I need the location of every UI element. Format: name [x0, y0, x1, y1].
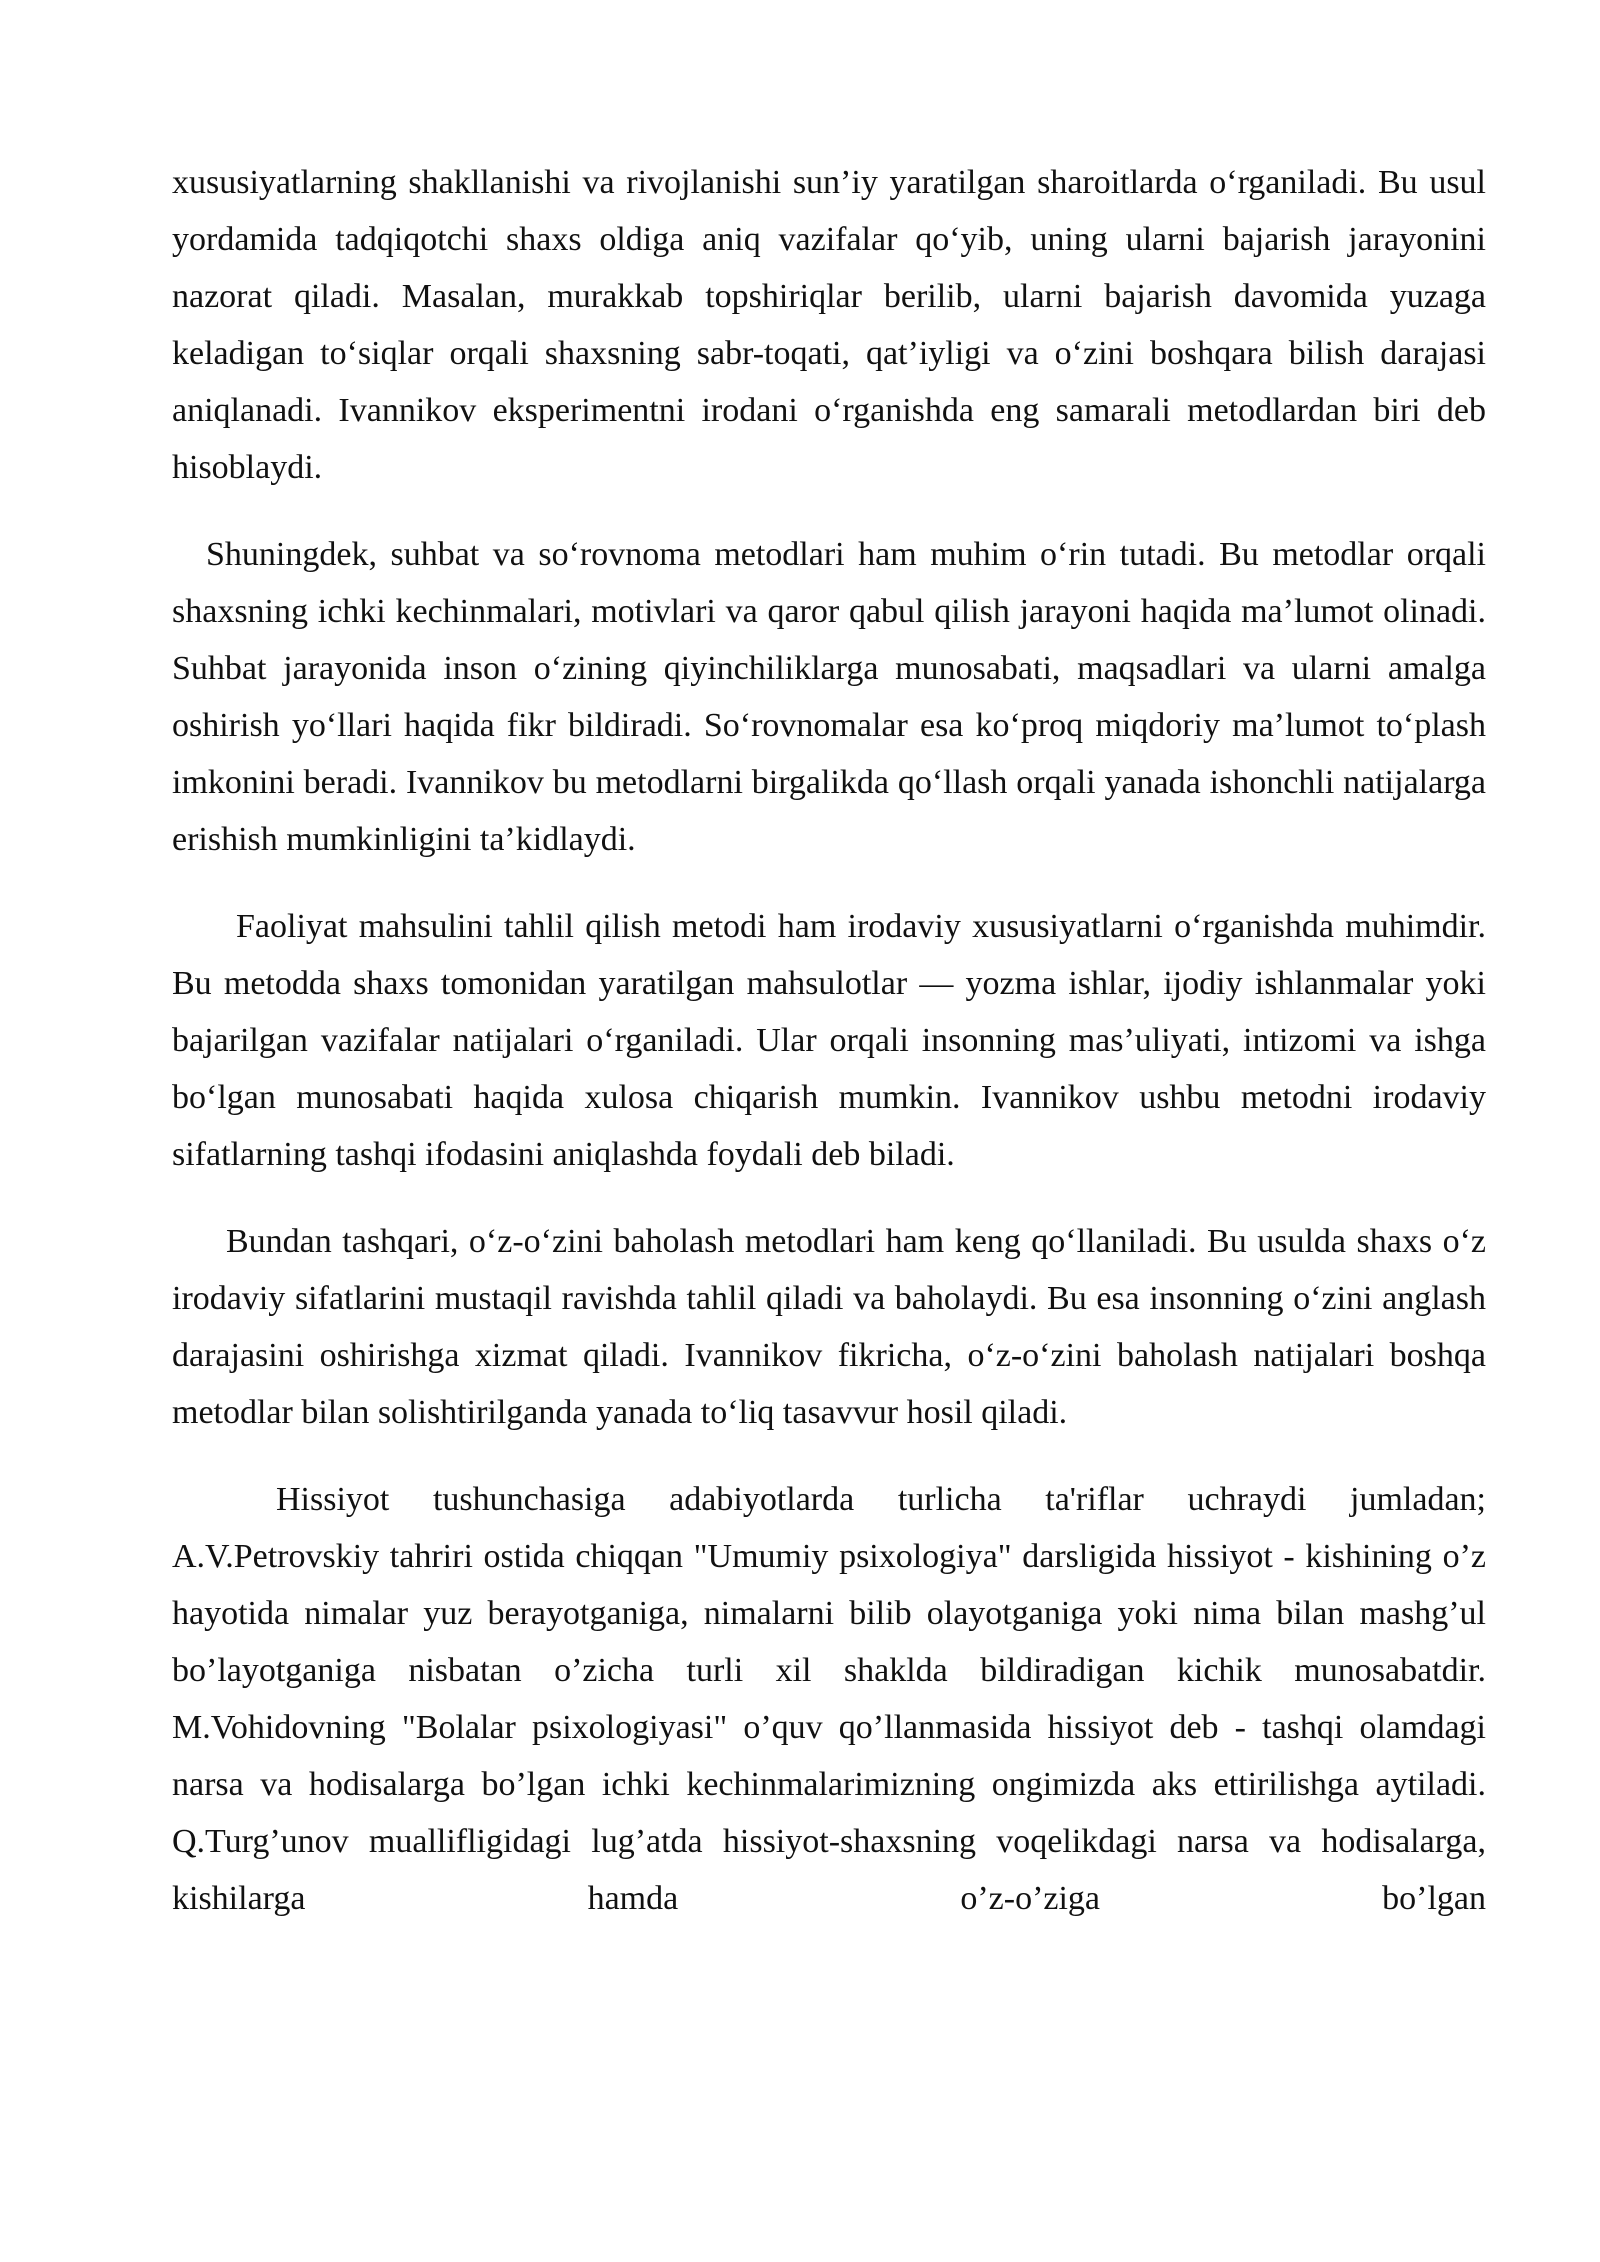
- paragraph-activity-product-analysis: Faoliyat mahsulini tahlil qilish metodi ham irodaviy xususiyatlarni o‘rganishda muhimdir. Bu metodda shaxs tomonidan yaratilgan mahsulotlar — yozma ishlar, ijodiy ishlanmalar yoki bajarilgan vazifalar natijalari o‘rganiladi. Ular orqali insonning mas’uliyati, intizomi va ishga bo‘lgan munosabati haqida xulosa chiqarish mumkin. Ivannikov ushbu metodni irodaviy sifatlarning tashqi ifodasini aniqlashda foydali deb biladi.: [172, 908, 1486, 1173]
- paragraph-experiment-method: xususiyatlarning shakllanishi va rivojlanishi sun’iy yaratilgan sharoitlarda o‘rganiladi. Bu usul yordamida tadqiqotchi shaxs oldiga aniq vazifalar qo‘yib, uning ularni bajarish jarayonini nazorat qiladi. Masalan, murakkab topshiriqlar berilib, ularni bajarish davomida yuzaga keladigan to‘siqlar orqali shaxsning sabr-toqati, qat’iyligi va o‘zini boshqara bilish darajasi aniqlanadi. Ivannikov eksperimentni irodani o‘rganishda eng samarali metodlardan biri deb hisoblaydi.: [172, 164, 1486, 486]
- paragraph-emotion-definitions: Hissiyot tushunchasiga adabiyotlarda turlicha ta'riflar uchraydi jumladan; A.V.Petrovskiy tahriri ostida chiqqan "Umumiy psixologiya" darsligida hissiyot - kishining o’z hayotida nimalar yuz berayotganiga, nimalarni bilib olayotganiga yoki nima bilan mashg’ul bo’layotganiga nisbatan o’zicha turli xil shaklda bildiradigan kichik munosabatdir. M.Vohidovning "Bolalar psixologiyasi" o’quv qo’llanmasida hissiyot deb - tashqi olamdagi narsa va hodisalarga bo’lgan ichki kechinmalarimizning ongimizda aks ettirilishga aytiladi. Q.Turg’unov muallifligidagi lug’atda hissiyot-shaxsning voqelikdagi narsa va hodisalarga, kishilarga hamda o’z-o’ziga bo’lgan: [172, 1481, 1486, 1917]
- paragraph-self-assessment-methods: Bundan tashqari, o‘z-o‘zini baholash metodlari ham keng qo‘llaniladi. Bu usulda shaxs o‘z irodaviy sifatlarini mustaqil ravishda tahlil qiladi va baholaydi. Bu esa insonning o‘zini anglash darajasini oshirishga xizmat qiladi. Ivannikov fikricha, o‘z-o‘zini baholash natijalari boshqa metodlar bilan solishtirilganda yanada to‘liq tasavvur hosil qiladi.: [172, 1223, 1486, 1431]
- document-page: [172, 154, 1486, 1957]
- paragraph-interview-survey-methods: Shuningdek, suhbat va so‘rovnoma metodlari ham muhim o‘rin tutadi. Bu metodlar orqali shaxsning ichki kechinmalari, motivlari va qaror qabul qilish jarayoni haqida ma’lumot olinadi. Suhbat jarayonida inson o‘zining qiyinchiliklarga munosabati, maqsadlari va ularni amalga oshirish yo‘llari haqida fikr bildiradi. So‘rovnomalar esa ko‘proq miqdoriy ma’lumot to‘plash imkonini beradi. Ivannikov bu metodlarni birgalikda qo‘llash orqali yanada ishonchli natijalarga erishish mumkinligini ta’kidlaydi.: [172, 536, 1486, 858]
